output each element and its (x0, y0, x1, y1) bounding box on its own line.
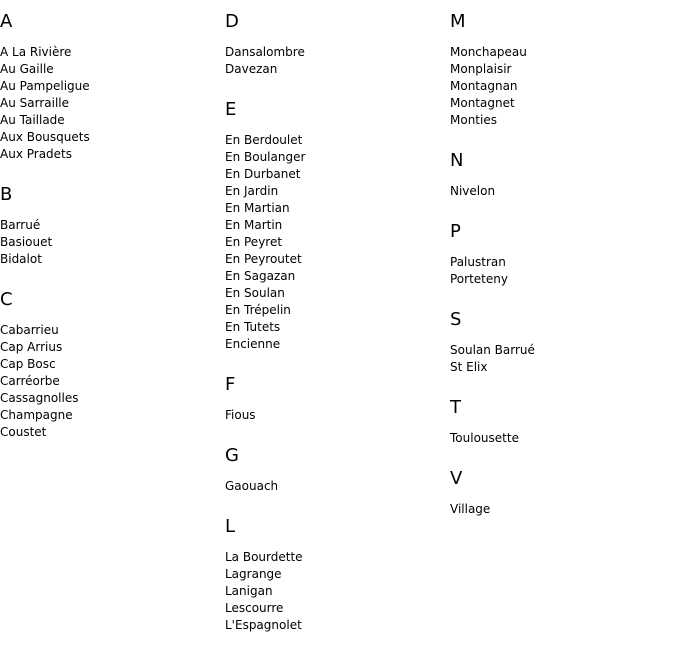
place-link[interactable]: Au Gaille (0, 62, 54, 76)
place-list (225, 478, 445, 495)
place-link[interactable]: En Soulan (225, 286, 285, 300)
place-link[interactable]: En Martin (225, 218, 283, 232)
letter-heading: P (450, 221, 461, 242)
place-link[interactable]: Basiouet (0, 235, 53, 249)
letter-group (0, 10, 220, 163)
place-link[interactable]: Cabarrieu (0, 323, 59, 337)
place-link[interactable]: En Peyret (225, 235, 283, 249)
index-column (0, 10, 220, 461)
place-link[interactable]: Carréorbe (0, 374, 60, 388)
place-link[interactable]: Nivelon (450, 184, 496, 198)
letter-heading: M (450, 11, 466, 32)
place-list (450, 183, 670, 200)
place-list (0, 217, 220, 268)
letter-heading: B (0, 184, 13, 205)
place-link[interactable]: En Martian (225, 201, 290, 215)
place-link[interactable]: En Boulanger (225, 150, 306, 164)
letter-group (225, 515, 445, 634)
place-link[interactable]: En Jardin (225, 184, 279, 198)
place-link[interactable]: Monchapeau (450, 45, 527, 59)
letter-group (225, 10, 445, 78)
place-link[interactable]: En Peyroutet (225, 252, 302, 266)
place-link[interactable]: A La Rivière (0, 45, 72, 59)
place-link[interactable]: Au Taillade (0, 113, 65, 127)
place-list (225, 132, 445, 353)
letter-heading: N (450, 150, 464, 171)
place-link[interactable]: En Sagazan (225, 269, 296, 283)
place-link[interactable]: Porteteny (450, 272, 508, 286)
index-column (450, 10, 670, 538)
place-list (225, 549, 445, 634)
letter-group (225, 373, 445, 424)
place-list (450, 501, 670, 518)
place-link[interactable]: Au Sarraille (0, 96, 69, 110)
place-list (0, 44, 220, 163)
place-link[interactable]: Toulousette (450, 431, 519, 445)
letter-group (450, 10, 670, 129)
place-link[interactable]: Coustet (0, 425, 47, 439)
place-link[interactable]: Aux Bousquets (0, 130, 90, 144)
place-link[interactable]: L'Espagnolet (225, 618, 302, 632)
letter-group (450, 149, 670, 200)
letter-heading: E (225, 99, 237, 120)
place-list (450, 254, 670, 288)
place-list (225, 407, 445, 424)
letter-heading: G (225, 445, 239, 466)
place-link[interactable]: Barrué (0, 218, 41, 232)
place-link[interactable]: Monties (450, 113, 497, 127)
place-link[interactable]: Gaouach (225, 479, 279, 493)
letter-heading: L (225, 516, 236, 537)
place-list (450, 430, 670, 447)
place-link[interactable]: Fious (225, 408, 256, 422)
place-link[interactable]: La Bourdette (225, 550, 303, 564)
letter-group (225, 444, 445, 495)
place-list (0, 322, 220, 441)
place-link[interactable]: Aux Pradets (0, 147, 72, 161)
place-link[interactable]: Bidalot (0, 252, 42, 266)
place-link[interactable]: Davezan (225, 62, 278, 76)
letter-group (450, 467, 670, 518)
place-link[interactable]: En Berdoulet (225, 133, 303, 147)
place-link[interactable]: Lanigan (225, 584, 273, 598)
place-link[interactable]: Champagne (0, 408, 73, 422)
letter-heading: S (450, 309, 462, 330)
place-link[interactable]: Cassagnolles (0, 391, 79, 405)
letter-group (450, 396, 670, 447)
letter-heading: T (450, 397, 461, 418)
letter-heading: F (225, 374, 236, 395)
place-link[interactable]: En Tutets (225, 320, 281, 334)
place-link[interactable]: Lescourre (225, 601, 284, 615)
place-link[interactable]: En Trépelin (225, 303, 291, 317)
place-link[interactable]: Montagnet (450, 96, 515, 110)
index-column (225, 10, 445, 654)
place-link[interactable]: Monplaisir (450, 62, 512, 76)
place-list (450, 44, 670, 129)
letter-heading: V (450, 468, 463, 489)
place-link[interactable]: Cap Arrius (0, 340, 63, 354)
letter-heading: C (0, 289, 13, 310)
place-link[interactable]: En Durbanet (225, 167, 301, 181)
place-link[interactable]: Soulan Barrué (450, 343, 535, 357)
place-link[interactable]: St Elix (450, 360, 488, 374)
letter-group (450, 220, 670, 288)
letter-heading: D (225, 11, 239, 32)
letter-group (0, 183, 220, 268)
place-link[interactable]: Dansalombre (225, 45, 305, 59)
place-link[interactable]: Palustran (450, 255, 506, 269)
place-link[interactable]: Au Pampeligue (0, 79, 90, 93)
place-link[interactable]: Village (450, 502, 491, 516)
letter-group (450, 308, 670, 376)
letter-heading: A (0, 11, 13, 32)
letter-group (0, 288, 220, 441)
letter-group (225, 98, 445, 353)
place-link[interactable]: Encienne (225, 337, 281, 351)
place-link[interactable]: Lagrange (225, 567, 282, 581)
place-list (450, 342, 670, 376)
place-link[interactable]: Montagnan (450, 79, 518, 93)
place-link[interactable]: Cap Bosc (0, 357, 56, 371)
place-list (225, 44, 445, 78)
